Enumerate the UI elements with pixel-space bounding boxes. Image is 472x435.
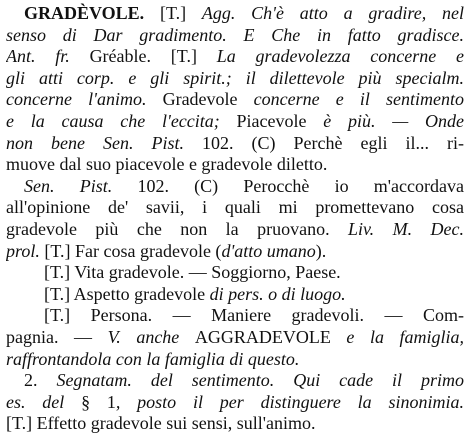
entry-text-segment: Piacevole xyxy=(236,110,324,131)
entry-line xyxy=(6,25,464,47)
entry-text-segment: e la causa che l'eccita; xyxy=(6,110,237,131)
entry-text-segment: pagnia. — xyxy=(6,326,108,347)
entry-line xyxy=(6,176,464,198)
entry-text-segment: es. del xyxy=(6,391,82,412)
entry-line xyxy=(6,262,464,284)
entry-line xyxy=(6,305,464,327)
entry-text-segment: [T.] Persona. — Maniere gradevoli. — Com- xyxy=(44,305,464,326)
entry-line xyxy=(6,392,464,414)
entry-text-segment: gli atti corp. e gli spirit.; il dilettevole più specialm. xyxy=(6,67,464,88)
entry-text-segment: V. anche xyxy=(107,326,195,347)
entry-line xyxy=(6,241,464,263)
entry-line xyxy=(6,154,464,176)
entry-text-segment: , posto il per distinguere la sinonimia. xyxy=(115,391,464,412)
entry-text-segment: Gréable. [T.] xyxy=(89,46,217,67)
entry-text-segment: all'opinione de' savii, i quali mi promettevano cosa xyxy=(6,197,464,218)
entry-line xyxy=(6,133,464,155)
entry-text-segment: 102. (C) Perchè egli il... ri- xyxy=(202,132,464,153)
entry-text-segment: [T.] Effetto gradevole sui sensi, sull'animo. xyxy=(6,413,316,434)
entry-text-segment: Agg. Ch'è atto a gradire, nel xyxy=(201,3,464,23)
entry-text-segment: d'atto umano xyxy=(221,240,316,261)
entry-text-segment: raffrontandola con la famiglia di questo. xyxy=(6,348,300,369)
entry-text-segment: Liv. M. Dec. xyxy=(348,218,464,239)
entry-text-segment: GRADÈVOLE. xyxy=(24,3,145,23)
entry-text-segment: Ant. fr. xyxy=(6,46,90,67)
entry-text-segment: 102. (C) Perocchè io m'accordava xyxy=(137,175,464,196)
entry-text-segment: gradevole più che non la pruovano. xyxy=(6,218,348,239)
entry-text-segment: concerne e il sentimento xyxy=(253,89,464,110)
entry-line xyxy=(6,413,464,435)
entry-line xyxy=(6,370,464,392)
entry-text-segment: [T.] Vita gradevole. — Soggiorno, Paese. xyxy=(44,262,341,283)
entry-line xyxy=(6,46,464,68)
entry-text-segment: ). xyxy=(315,240,327,261)
entry-line xyxy=(6,327,464,349)
entry-text-segment: non bene Sen. Pist. xyxy=(6,132,202,153)
entry-line xyxy=(6,197,464,219)
entry-text-segment: Sen. Pist. xyxy=(24,175,138,196)
entry-text-segment: Segnatam. del sentimento. Qui cade il primo xyxy=(56,370,464,391)
entry-text-segment: La gradevolezza concerne e xyxy=(216,46,464,67)
entry-text-segment: e la famiglia, xyxy=(346,326,464,347)
entry-text-segment: [T.] Aspetto gradevole xyxy=(44,283,210,304)
entry-text-segment: concerne l'animo. xyxy=(6,89,163,110)
entry-line xyxy=(6,111,464,133)
entry-line xyxy=(6,89,464,111)
entry-text-segment: di pers. o di luogo. xyxy=(209,283,346,304)
entry-text-segment: AGGRADEVOLE xyxy=(194,326,347,347)
entry-line xyxy=(6,68,464,90)
entry-text-segment: prol. xyxy=(6,240,45,261)
entry-text-segment: Gradevole xyxy=(162,89,254,110)
entry-line xyxy=(6,284,464,306)
entry-line xyxy=(6,349,464,371)
entry-text-segment: § 1 xyxy=(81,391,116,412)
entry-text-segment: [T.] xyxy=(144,3,202,23)
entry-text-segment: 2. xyxy=(24,370,57,391)
entry-text-segment: muove dal suo piacevole e gradevole diletto. xyxy=(6,154,328,175)
entry-text-segment: [T.] Far cosa gradevole ( xyxy=(44,240,222,261)
entry-text-segment: senso di Dar gradimento. E Che in fatto gradisce. xyxy=(6,24,464,45)
entry-text-segment: è più. — Onde xyxy=(323,110,464,131)
entry-line xyxy=(6,3,464,25)
entry-line xyxy=(6,219,464,241)
